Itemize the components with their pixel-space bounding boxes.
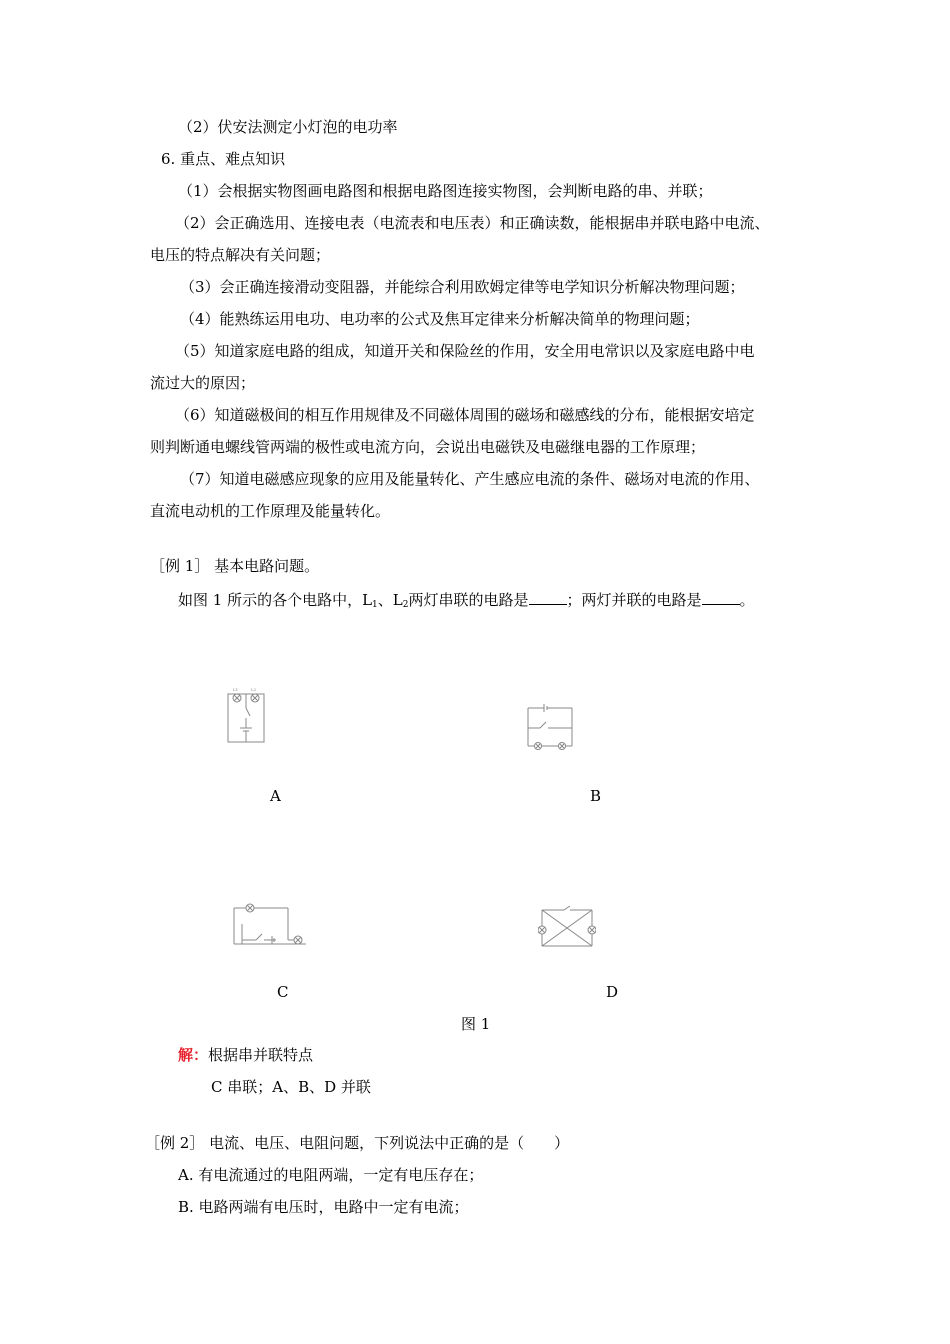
svg-text:L1: L1 bbox=[233, 687, 239, 692]
text-line: （2）会正确选用、连接电表（电流表和电压表）和正确读数，能根据串并联电路中电流、 bbox=[175, 214, 770, 232]
text-line: （4）能熟练运用电功、电功率的公式及焦耳定律来分析解决简单的物理问题； bbox=[180, 310, 700, 328]
solution-text: 根据串并联特点 bbox=[208, 1046, 314, 1064]
circuit-diagram-a bbox=[226, 686, 266, 744]
text-line: （5）知道家庭电路的组成，知道开关和保险丝的作用，安全用电常识以及家庭电路中电 bbox=[175, 342, 755, 360]
text-line: 流过大的原因； bbox=[150, 374, 256, 392]
circuit-diagram-b bbox=[526, 698, 576, 750]
text-line: （1）会根据实物图画电路图和根据电路图连接实物图，会判断电路的串、并联； bbox=[178, 182, 713, 200]
answer-blank bbox=[529, 590, 567, 605]
figure-caption: 图 1 bbox=[461, 1015, 491, 1033]
circuit-diagram-c bbox=[232, 894, 312, 952]
text-line: （2）伏安法测定小灯泡的电功率 bbox=[178, 118, 398, 136]
option-b: B. 电路两端有电压时，电路中一定有电流； bbox=[178, 1198, 469, 1216]
circuit-diagram-d bbox=[538, 906, 596, 948]
example1-question bbox=[178, 590, 755, 615]
question-text: 。 bbox=[739, 591, 755, 609]
option-a: A. 有电流通过的电阻两端，一定有电压存在； bbox=[178, 1166, 484, 1184]
solution-answer: C 串联；A、B、D 并联 bbox=[211, 1078, 371, 1096]
question-text: 两灯串联的电路是 bbox=[408, 591, 529, 609]
example1-title: ［例 1］ 基本电路问题。 bbox=[150, 557, 320, 575]
text-line: （7）知道电磁感应现象的应用及能量转化、产生感应电流的条件、磁场对电流的作用、 bbox=[180, 470, 760, 488]
caption-b: B bbox=[590, 787, 602, 805]
question-text: 、L bbox=[377, 591, 403, 609]
section-heading: 6. 重点、难点知识 bbox=[161, 150, 286, 168]
svg-text:L2: L2 bbox=[251, 687, 257, 692]
solution-line bbox=[178, 1045, 313, 1065]
subscript: 2 bbox=[402, 600, 409, 610]
solution-label: 解： bbox=[178, 1046, 209, 1064]
text-line: 电压的特点解决有关问题； bbox=[150, 246, 331, 264]
answer-blank bbox=[702, 590, 740, 605]
example2-title: ［例 2］ 电流、电压、电阻问题，下列说法中正确的是（ ） bbox=[145, 1134, 570, 1152]
question-text: ；两灯并联的电路是 bbox=[566, 591, 702, 609]
caption-a: A bbox=[270, 787, 281, 805]
caption-d: D bbox=[606, 983, 619, 1001]
subscript: 1 bbox=[372, 600, 378, 610]
text-line: （3）会正确连接滑动变阻器，并能综合利用欧姆定律等电学知识分析解决物理问题； bbox=[180, 278, 745, 296]
caption-c: C bbox=[277, 983, 289, 1001]
question-text: 如图 1 所示的各个电路中，L bbox=[178, 591, 373, 609]
text-line: 直流电动机的工作原理及能量转化。 bbox=[150, 502, 391, 520]
text-line: 则判断通电螺线管两端的极性或电流方向，会说出电磁铁及电磁继电器的工作原理； bbox=[150, 438, 706, 456]
text-line: （6）知道磁极间的相互作用规律及不同磁体周围的磁场和磁感线的分布，能根据安培定 bbox=[175, 406, 755, 424]
